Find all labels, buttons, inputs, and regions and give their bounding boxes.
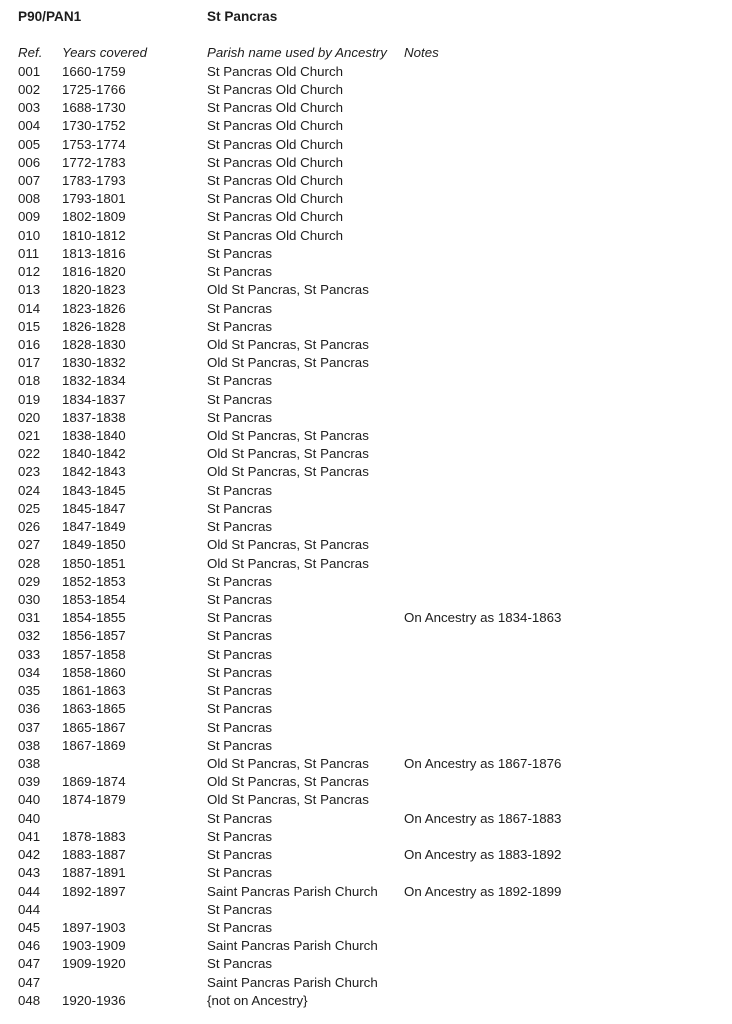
parish-cell: St Pancras xyxy=(207,828,273,844)
parish-cell: St Pancras xyxy=(207,701,273,717)
notes-cell xyxy=(404,791,722,809)
notes-cell xyxy=(404,646,722,664)
years-cell: 1834-1837 xyxy=(62,391,126,407)
ref-cell: 037 xyxy=(18,719,41,735)
parish-cell: St Pancras Old Church xyxy=(207,227,343,243)
parish-cell: St Pancras xyxy=(207,318,273,334)
ref-cell: 005 xyxy=(18,136,41,152)
parish-cell: Old St Pancras, St Pancras xyxy=(207,336,369,352)
years-cell: 1854-1855 xyxy=(62,610,126,626)
table-row xyxy=(18,919,722,937)
table-row xyxy=(18,719,722,737)
years-cell: 1867-1869 xyxy=(62,737,126,753)
column-header-notes: Notes xyxy=(404,45,439,61)
table-row xyxy=(18,482,722,500)
notes-cell xyxy=(404,482,722,500)
years-cell: 1863-1865 xyxy=(62,701,126,717)
column-header-ref: Ref. xyxy=(18,45,43,61)
table-row xyxy=(18,901,722,919)
parish-cell: St Pancras xyxy=(207,482,273,498)
document-title: St Pancras xyxy=(207,9,278,24)
document-reference: P90/PAN1 xyxy=(18,9,82,24)
years-cell: 1838-1840 xyxy=(62,428,126,444)
years-cell: 1843-1845 xyxy=(62,482,126,498)
table-row xyxy=(18,627,722,645)
years-cell: 1832-1834 xyxy=(62,373,126,389)
table-row xyxy=(18,883,722,901)
ref-cell: 018 xyxy=(18,373,41,389)
notes-cell: On Ancestry as 1883-1892 xyxy=(404,847,562,863)
years-cell: 1903-1909 xyxy=(62,938,126,954)
table-row xyxy=(18,136,722,154)
ref-cell: 021 xyxy=(18,428,41,444)
years-cell: 1849-1850 xyxy=(62,537,126,553)
ref-cell: 031 xyxy=(18,610,41,626)
table-row xyxy=(18,463,722,481)
ref-cell: 045 xyxy=(18,919,41,935)
ref-cell: 015 xyxy=(18,318,41,334)
notes-cell xyxy=(404,919,722,937)
notes-cell xyxy=(404,136,722,154)
years-cell: 1783-1793 xyxy=(62,172,126,188)
parish-cell: Saint Pancras Parish Church xyxy=(207,938,378,954)
table-row xyxy=(18,591,722,609)
ref-cell: 041 xyxy=(18,828,41,844)
years-cell: 1840-1842 xyxy=(62,446,126,462)
notes-cell xyxy=(404,372,722,390)
years-cell: 1826-1828 xyxy=(62,318,126,334)
years-cell: 1688-1730 xyxy=(62,100,126,116)
table-row xyxy=(18,99,722,117)
table-row xyxy=(18,391,722,409)
notes-cell xyxy=(404,190,722,208)
parish-cell: St Pancras Old Church xyxy=(207,63,343,79)
table-row xyxy=(18,445,722,463)
ref-cell: 014 xyxy=(18,300,41,316)
ref-cell: 047 xyxy=(18,974,41,990)
notes-cell xyxy=(404,208,722,226)
parish-cell: St Pancras xyxy=(207,719,273,735)
parish-cell: Old St Pancras, St Pancras xyxy=(207,555,369,571)
notes-cell xyxy=(404,974,722,992)
table-row xyxy=(18,208,722,226)
notes-cell xyxy=(404,536,722,554)
years-cell: 1730-1752 xyxy=(62,118,126,134)
table-row xyxy=(18,281,722,299)
notes-cell xyxy=(404,518,722,536)
parish-cell: St Pancras Old Church xyxy=(207,172,343,188)
notes-cell: On Ancestry as 1834-1863 xyxy=(404,610,562,626)
table-row xyxy=(18,409,722,427)
table-row xyxy=(18,227,722,245)
notes-cell xyxy=(404,154,722,172)
years-cell: 1892-1897 xyxy=(62,883,126,899)
parish-cell: Old St Pancras, St Pancras xyxy=(207,755,369,771)
ref-cell: 043 xyxy=(18,865,41,881)
table-row xyxy=(18,773,722,791)
parish-cell: St Pancras xyxy=(207,956,273,972)
notes-cell xyxy=(404,555,722,573)
ref-cell: 028 xyxy=(18,555,41,571)
ref-cell: 034 xyxy=(18,664,41,680)
years-cell: 1887-1891 xyxy=(62,865,126,881)
years-cell: 1920-1936 xyxy=(62,992,126,1008)
years-cell: 1772-1783 xyxy=(62,154,126,170)
parish-cell: St Pancras xyxy=(207,610,273,626)
notes-cell xyxy=(404,117,722,135)
notes-cell xyxy=(404,773,722,791)
table-row xyxy=(18,81,722,99)
ref-cell: 039 xyxy=(18,774,41,790)
ref-cell: 044 xyxy=(18,901,41,917)
ref-cell: 042 xyxy=(18,847,41,863)
ref-cell: 046 xyxy=(18,938,41,954)
years-cell: 1813-1816 xyxy=(62,245,126,261)
title-row xyxy=(18,8,722,26)
ref-cell: 013 xyxy=(18,282,41,298)
ref-cell: 040 xyxy=(18,810,41,826)
years-cell: 1856-1857 xyxy=(62,628,126,644)
notes-cell xyxy=(404,864,722,882)
parish-cell: St Pancras xyxy=(207,573,273,589)
parish-cell: St Pancras Old Church xyxy=(207,136,343,152)
ref-cell: 044 xyxy=(18,883,41,899)
parish-cell: St Pancras Old Church xyxy=(207,100,343,116)
parish-cell: St Pancras xyxy=(207,847,273,863)
parish-cell: Old St Pancras, St Pancras xyxy=(207,464,369,480)
years-cell: 1842-1843 xyxy=(62,464,126,480)
parish-cell: St Pancras xyxy=(207,737,273,753)
parish-cell: St Pancras xyxy=(207,664,273,680)
table-row xyxy=(18,791,722,809)
table-row xyxy=(18,190,722,208)
notes-cell xyxy=(404,992,722,1010)
years-cell: 1878-1883 xyxy=(62,828,126,844)
years-cell: 1725-1766 xyxy=(62,81,126,97)
notes-cell xyxy=(404,445,722,463)
years-cell: 1883-1887 xyxy=(62,847,126,863)
notes-cell xyxy=(404,63,722,81)
notes-cell xyxy=(404,99,722,117)
notes-cell xyxy=(404,627,722,645)
notes-cell xyxy=(404,336,722,354)
parish-cell: Old St Pancras, St Pancras xyxy=(207,446,369,462)
years-cell: 1828-1830 xyxy=(62,336,126,352)
ref-cell: 036 xyxy=(18,701,41,717)
table-row xyxy=(18,372,722,390)
parish-cell: St Pancras xyxy=(207,683,273,699)
notes-cell: On Ancestry as 1867-1883 xyxy=(404,810,562,826)
ref-cell: 008 xyxy=(18,191,41,207)
table-row xyxy=(18,573,722,591)
years-cell: 1823-1826 xyxy=(62,300,126,316)
parish-cell: {not on Ancestry} xyxy=(207,992,308,1008)
notes-cell xyxy=(404,937,722,955)
notes-cell xyxy=(404,737,722,755)
notes-cell xyxy=(404,318,722,336)
table-row xyxy=(18,682,722,700)
years-cell: 1861-1863 xyxy=(62,683,126,699)
years-cell: 1858-1860 xyxy=(62,664,126,680)
years-cell: 1897-1903 xyxy=(62,919,126,935)
parish-cell: St Pancras xyxy=(207,500,273,516)
years-cell: 1853-1854 xyxy=(62,592,126,607)
ref-cell: 016 xyxy=(18,336,41,352)
years-cell: 1857-1858 xyxy=(62,646,126,662)
years-cell xyxy=(62,901,207,919)
column-header-years: Years covered xyxy=(62,45,148,61)
years-cell: 1830-1832 xyxy=(62,355,126,371)
table-row xyxy=(18,974,722,992)
parish-cell: St Pancras xyxy=(207,919,273,935)
table-row xyxy=(18,354,722,372)
notes-cell xyxy=(404,245,722,263)
table-row xyxy=(18,117,722,135)
notes-cell xyxy=(404,719,722,737)
table-row xyxy=(18,172,722,190)
parish-cell: Saint Pancras Parish Church xyxy=(207,883,378,899)
years-cell xyxy=(62,755,207,773)
years-cell: 1852-1853 xyxy=(62,573,126,589)
table-row xyxy=(18,828,722,846)
table-row xyxy=(18,992,722,1010)
years-cell: 1660-1759 xyxy=(62,63,126,79)
parish-cell: St Pancras xyxy=(207,810,273,826)
parish-cell: St Pancras xyxy=(207,592,273,607)
table-row xyxy=(18,646,722,664)
parish-cell: Saint Pancras Parish Church xyxy=(207,974,378,990)
years-cell: 1820-1823 xyxy=(62,282,126,298)
notes-cell xyxy=(404,591,722,609)
table-row xyxy=(18,427,722,445)
ref-cell: 035 xyxy=(18,683,41,699)
years-cell: 1874-1879 xyxy=(62,792,126,808)
table-row xyxy=(18,500,722,518)
column-header-parish: Parish name used by Ancestry xyxy=(207,45,387,61)
notes-cell xyxy=(404,409,722,427)
table-row xyxy=(18,318,722,336)
ref-cell: 017 xyxy=(18,355,41,371)
notes-cell xyxy=(404,354,722,372)
ref-cell: 010 xyxy=(18,227,41,243)
years-cell: 1909-1920 xyxy=(62,956,126,972)
parish-cell: St Pancras xyxy=(207,901,273,917)
ref-cell: 022 xyxy=(18,446,41,462)
table-row xyxy=(18,700,722,718)
notes-cell xyxy=(404,391,722,409)
table-row xyxy=(18,245,722,263)
parish-cell: St Pancras Old Church xyxy=(207,209,343,225)
table-row xyxy=(18,154,722,172)
ref-cell: 023 xyxy=(18,464,41,480)
years-cell: 1837-1838 xyxy=(62,409,126,425)
table-row xyxy=(18,336,722,354)
notes-cell xyxy=(404,828,722,846)
notes-cell xyxy=(404,281,722,299)
ref-cell: 024 xyxy=(18,482,41,498)
table-body xyxy=(18,63,722,1010)
ref-cell: 020 xyxy=(18,409,41,425)
table-row xyxy=(18,300,722,318)
ref-cell: 009 xyxy=(18,209,41,225)
table-row xyxy=(18,518,722,536)
ref-cell: 032 xyxy=(18,628,41,644)
ref-cell: 012 xyxy=(18,264,41,280)
years-cell: 1865-1867 xyxy=(62,719,126,735)
notes-cell: On Ancestry as 1867-1876 xyxy=(404,755,562,771)
ref-cell: 030 xyxy=(18,592,41,607)
ref-cell: 006 xyxy=(18,154,41,170)
parish-cell: St Pancras Old Church xyxy=(207,118,343,134)
years-cell: 1810-1812 xyxy=(62,227,126,243)
parish-cell: St Pancras Old Church xyxy=(207,154,343,170)
years-cell: 1845-1847 xyxy=(62,500,126,516)
parish-cell: Old St Pancras, St Pancras xyxy=(207,774,369,790)
ref-cell: 007 xyxy=(18,172,41,188)
years-cell: 1753-1774 xyxy=(62,136,126,152)
years-cell: 1793-1801 xyxy=(62,191,126,207)
parish-cell: St Pancras xyxy=(207,391,273,407)
ref-cell: 002 xyxy=(18,81,41,97)
ref-cell: 025 xyxy=(18,500,41,516)
years-cell: 1869-1874 xyxy=(62,774,126,790)
table-row xyxy=(18,864,722,882)
ref-cell: 038 xyxy=(18,737,41,753)
notes-cell: On Ancestry as 1892-1899 xyxy=(404,883,562,899)
table-row xyxy=(18,810,722,828)
notes-cell xyxy=(404,500,722,518)
ref-cell: 003 xyxy=(18,100,41,116)
notes-cell xyxy=(404,463,722,481)
parish-cell: Old St Pancras, St Pancras xyxy=(207,282,369,298)
years-cell xyxy=(62,974,207,992)
parish-cell: Old St Pancras, St Pancras xyxy=(207,428,369,444)
table-row xyxy=(18,555,722,573)
ref-cell: 047 xyxy=(18,956,41,972)
years-cell xyxy=(62,810,207,828)
table-row xyxy=(18,846,722,864)
notes-cell xyxy=(404,682,722,700)
parish-cell: St Pancras xyxy=(207,628,273,644)
notes-cell xyxy=(404,227,722,245)
notes-cell xyxy=(404,955,722,973)
ref-cell: 026 xyxy=(18,519,41,535)
ref-cell: 029 xyxy=(18,573,41,589)
ref-cell: 027 xyxy=(18,537,41,553)
ref-cell: 040 xyxy=(18,792,41,808)
table-header-row xyxy=(18,44,722,62)
notes-cell xyxy=(404,700,722,718)
ref-cell: 004 xyxy=(18,118,41,134)
notes-cell xyxy=(404,573,722,591)
notes-cell xyxy=(404,81,722,99)
ref-cell: 019 xyxy=(18,391,41,407)
spacer xyxy=(18,26,722,44)
table-row xyxy=(18,609,722,627)
parish-cell: St Pancras xyxy=(207,245,273,261)
parish-cell: Old St Pancras, St Pancras xyxy=(207,537,369,553)
ref-cell: 001 xyxy=(18,63,41,79)
parish-cell: Old St Pancras, St Pancras xyxy=(207,792,369,808)
parish-cell: Old St Pancras, St Pancras xyxy=(207,355,369,371)
parish-cell: St Pancras xyxy=(207,264,273,280)
parish-cell: St Pancras xyxy=(207,373,273,389)
parish-cell: St Pancras xyxy=(207,865,273,881)
parish-cell: St Pancras Old Church xyxy=(207,81,343,97)
notes-cell xyxy=(404,263,722,281)
notes-cell xyxy=(404,427,722,445)
years-cell: 1847-1849 xyxy=(62,519,126,535)
table-row xyxy=(18,536,722,554)
table-row xyxy=(18,937,722,955)
ref-cell: 048 xyxy=(18,992,41,1008)
years-cell: 1816-1820 xyxy=(62,264,126,280)
parish-cell: St Pancras xyxy=(207,519,273,535)
parish-cell: St Pancras xyxy=(207,646,273,662)
ref-cell: 011 xyxy=(18,245,40,261)
table-row xyxy=(18,955,722,973)
parish-cell: St Pancras xyxy=(207,409,273,425)
notes-cell xyxy=(404,300,722,318)
years-cell: 1802-1809 xyxy=(62,209,126,225)
parish-cell: St Pancras xyxy=(207,300,273,316)
table-row xyxy=(18,263,722,281)
ref-cell: 033 xyxy=(18,646,41,662)
table-row xyxy=(18,737,722,755)
ref-cell: 038 xyxy=(18,755,41,771)
table-row xyxy=(18,664,722,682)
parish-cell: St Pancras Old Church xyxy=(207,191,343,207)
years-cell: 1850-1851 xyxy=(62,555,126,571)
notes-cell xyxy=(404,172,722,190)
table-row xyxy=(18,755,722,773)
notes-cell xyxy=(404,901,722,919)
table-row xyxy=(18,63,722,81)
notes-cell xyxy=(404,664,722,682)
